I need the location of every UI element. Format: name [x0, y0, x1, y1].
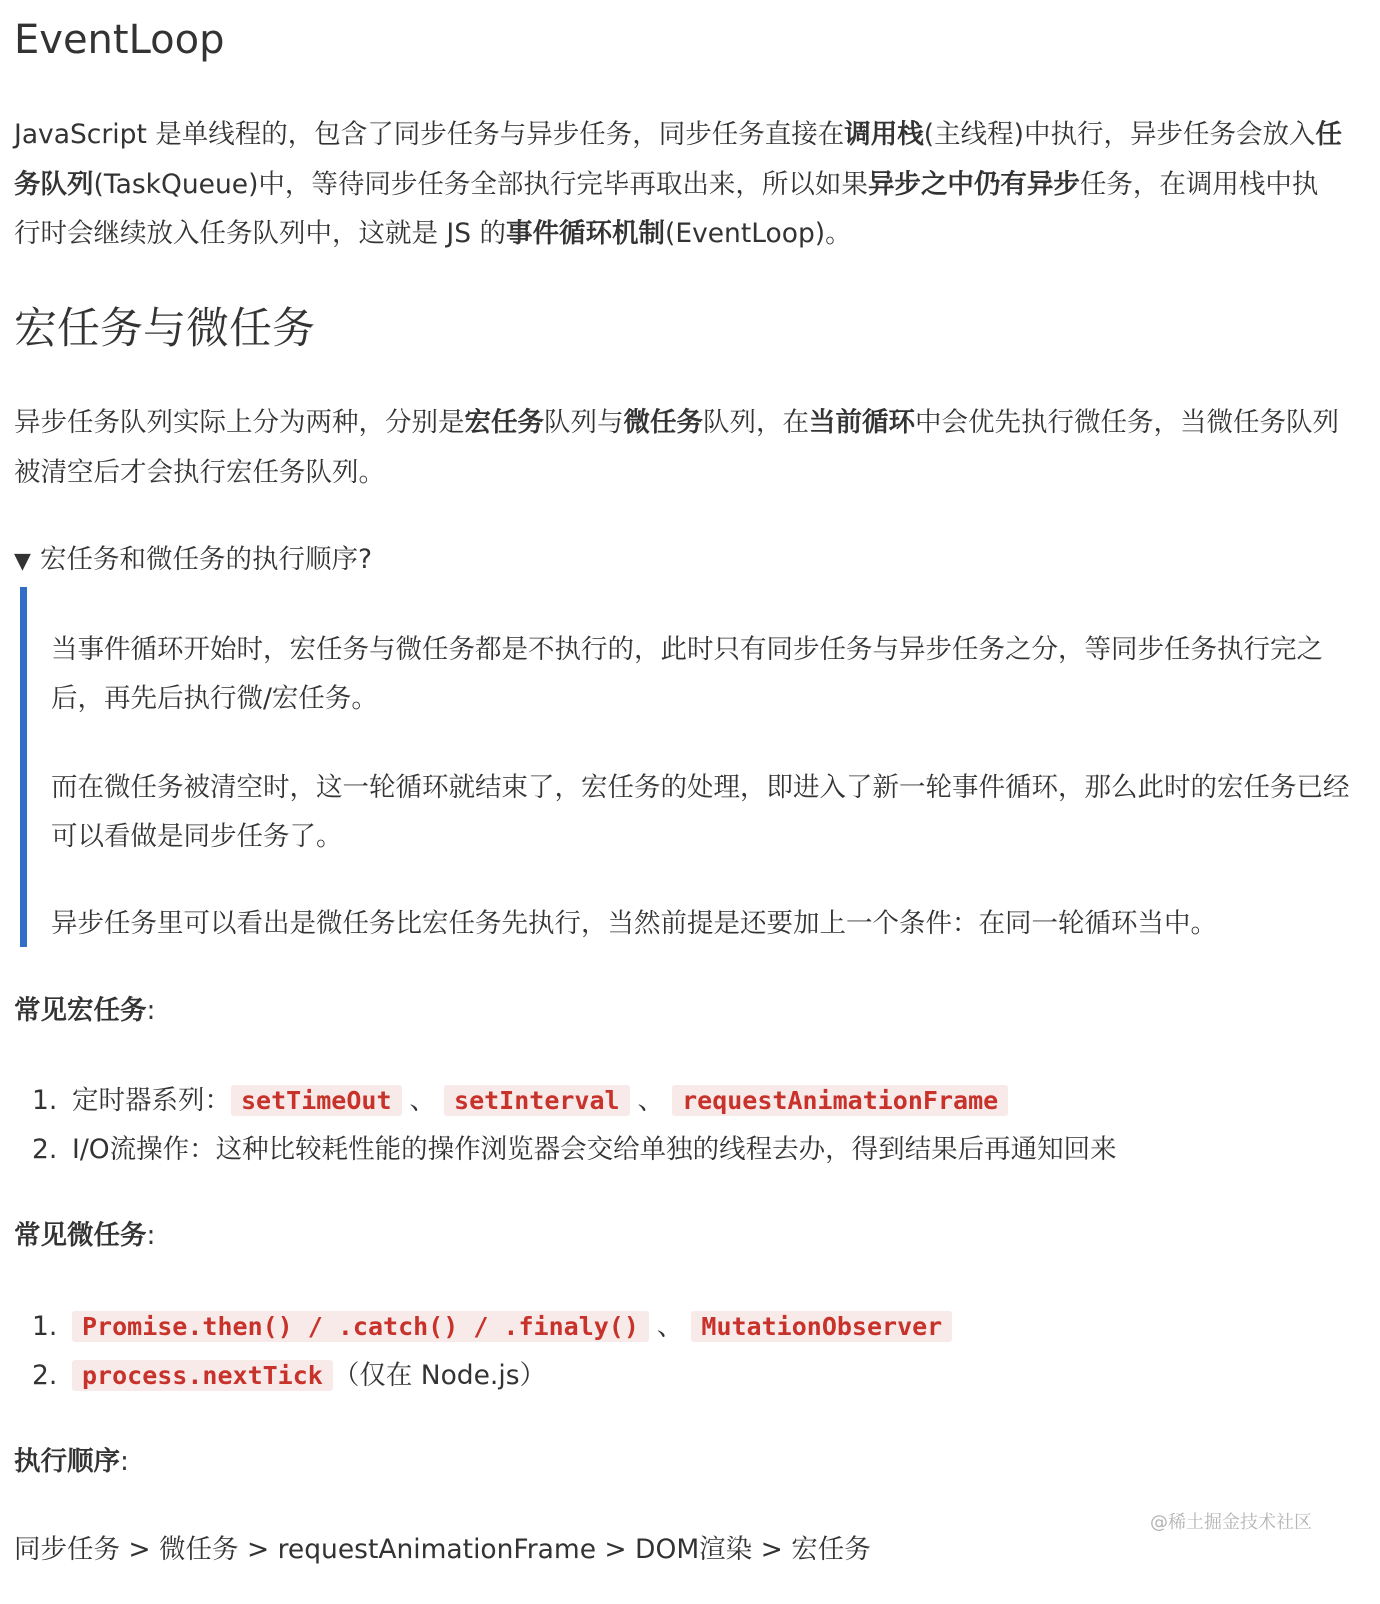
list-item: [14, 1076, 1344, 1125]
intro-text-3: (TaskQueue)中，等待同步任务全部执行完毕再取出来，所以如果: [93, 168, 868, 200]
section-text-4: 中会优先执行微任务，当微任务队列被清空后才会执行宏任务队列。: [14, 407, 1339, 488]
list-item-prefix: 定时器系列：: [72, 1085, 231, 1116]
quote-paragraph-1: 当事件循环开始时，宏任务与微任务都是不执行的，此时只有同步任务与异步任务之分，等同步任务执行完之后，再先后执行微/宏任务。: [51, 634, 1323, 714]
details-summary-label: 宏任务和微任务的执行顺序?: [40, 544, 373, 575]
intro-text-1: JavaScript 是单线程的，包含了同步任务与异步任务，同步任务直接在: [14, 119, 845, 150]
micro-heading: [14, 1216, 155, 1256]
code-setinterval: setInterval: [444, 1085, 630, 1116]
micro-heading-colon: :: [146, 1220, 156, 1251]
list-item-suffix: （仅在 Node.js）: [332, 1360, 547, 1391]
macro-heading-colon: :: [146, 995, 156, 1026]
watermark: @稀土掘金技术社区: [1150, 1512, 1312, 1533]
list-item: [14, 1351, 1344, 1400]
code-process-nexttick: process.nextTick: [72, 1360, 333, 1391]
details-summary[interactable]: [14, 540, 1354, 582]
section-text-2: 队列与: [544, 407, 624, 438]
intro-text-5: (EventLoop)。: [664, 218, 852, 249]
macro-list: [14, 1076, 1344, 1174]
list-separator: 、: [637, 1085, 665, 1116]
intro-bold-task-queue: 任务队列: [14, 119, 1342, 200]
section-text-1: 异步任务队列实际上分为两种，分别是: [14, 407, 465, 438]
section-text-3: 队列，在: [703, 407, 809, 438]
micro-list: [14, 1302, 1344, 1400]
list-item: [14, 1125, 1344, 1174]
intro-paragraph: [14, 110, 1344, 259]
details-block: [14, 540, 1354, 939]
list-separator: 、: [656, 1311, 684, 1342]
list-number: 1.: [32, 1085, 58, 1116]
order-heading-label: 执行顺序: [14, 1446, 120, 1477]
intro-text-4: 任务，在调用栈中执行时会继续放入任务队列中，这就是 JS 的: [14, 168, 1319, 249]
blockquote: [20, 587, 1361, 947]
section-bold-macro: 宏任务: [464, 407, 544, 438]
section-heading: 宏任务与微任务: [14, 304, 315, 354]
macro-heading: [14, 991, 155, 1031]
code-settimeout: setTimeOut: [231, 1085, 402, 1116]
micro-heading-label: 常见微任务: [14, 1220, 147, 1251]
section-bold-current-loop: 当前循环: [809, 407, 915, 438]
execution-order-line: 同步任务 > 微任务 > requestAnimationFrame > DOM渲染 > 宏任务: [14, 1534, 871, 1565]
macro-heading-label: 常见宏任务: [14, 995, 147, 1026]
intro-bold-async-in-async: 异步之中仍有异步: [867, 168, 1080, 200]
list-separator: 、: [409, 1085, 437, 1116]
list-number: 2.: [32, 1360, 58, 1391]
intro-text-2: (主线程)中执行，异步任务会放入: [923, 119, 1316, 150]
quote-paragraph-3: 异步任务里可以看出是微任务比宏任务先执行，当然前提是还要加上一个条件：在同一轮循环当中。: [51, 908, 1217, 939]
intro-bold-call-stack: 调用栈: [844, 119, 924, 150]
intro-bold-event-loop: 事件循环机制: [505, 218, 665, 249]
order-heading-colon: :: [120, 1446, 129, 1477]
code-requestanimationframe: requestAnimationFrame: [672, 1085, 1008, 1116]
section-bold-micro: 微任务: [623, 407, 703, 438]
order-heading: [14, 1442, 129, 1482]
section-paragraph: [14, 398, 1344, 497]
code-mutationobserver: MutationObserver: [691, 1311, 952, 1342]
code-promise-then: Promise.then() / .catch() / .finaly(): [72, 1311, 649, 1342]
quote-paragraph-2: 而在微任务被清空时，这一轮循环就结束了，宏任务的处理，即进入了新一轮事件循环，那么此时的宏任务已经可以看做是同步任务了。: [51, 772, 1350, 852]
list-item-text: I/O流操作：这种比较耗性能的操作浏览器会交给单独的线程去办，得到结果后再通知回来: [72, 1134, 1117, 1165]
page-title: EventLoop: [14, 17, 225, 63]
list-number: 2.: [32, 1134, 58, 1165]
list-number: 1.: [32, 1311, 58, 1342]
list-item: [14, 1302, 1344, 1351]
triangle-down-icon: ▼: [14, 549, 31, 574]
